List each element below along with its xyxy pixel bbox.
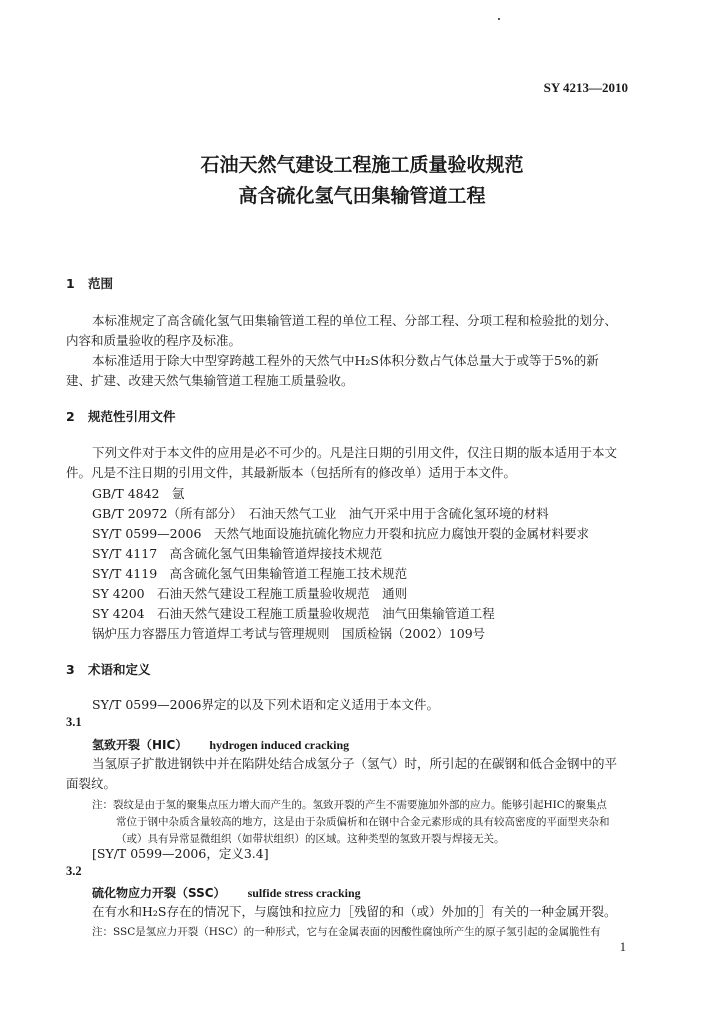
definition-line: 当氢原子扩散进钢铁中并在陷阱处结合成氢分子（氢气）时，所引起的在碳钢和低合金钢中的平 — [92, 756, 618, 771]
reference-item: GB/T 4842 氩 — [92, 486, 185, 501]
section-number: 2 — [66, 409, 75, 424]
source-citation: [SY/T 0599—2006，定义3.4] — [92, 846, 269, 861]
standard-code: SY 4213—2010 — [543, 80, 628, 95]
term-number: 3.2 — [66, 864, 82, 878]
note-line: （或）具有异常显微组织（如带状组织）的区域。这种类型的氢致开裂与焊接无关。 — [116, 833, 505, 845]
section-heading-2 — [66, 407, 176, 425]
paragraph-line: 下列文件对于本文件的应用是必不可少的。凡是注日期的引用文件，仅注日期的版本适用于本文 — [92, 445, 618, 460]
section-title: 规范性引用文件 — [88, 409, 176, 424]
note-line: 注：裂纹是由于氢的聚集点压力增大而产生的。氢致开裂的产生不需要施加外部的应力。能够引起HIC的聚集点 — [92, 799, 607, 811]
definition-line: 在有水和H₂S存在的情况下，与腐蚀和拉应力［残留的和（或）外加的］有关的一种金属开裂。 — [92, 904, 617, 919]
term-number: 3.1 — [66, 715, 82, 729]
reference-item: GB/T 20972（所有部分） 石油天然气工业 油气开采中用于含硫化氢环境的材料 — [92, 506, 549, 521]
section-number: 3 — [66, 662, 75, 677]
reference-item: SY 4200 石油天然气建设工程施工质量验收规范 通则 — [92, 586, 408, 601]
paragraph-line: 本标准适用于除大中型穿跨越工程外的天然气中H₂S体积分数占气体总量大于或等于5%的新 — [92, 353, 599, 368]
term-en: sulfide stress cracking — [247, 886, 361, 900]
section-title: 范围 — [88, 276, 114, 291]
document-title-line1: 石油天然气建设工程施工质量验收规范 — [200, 154, 524, 176]
note-line: 常位于钢中杂质含量较高的地方，这是由于杂质偏析和在钢中合金元素形成的具有较高密度的平面型夹杂和 — [116, 816, 610, 828]
term-cn: 氢致开裂（HIC） — [92, 738, 188, 752]
definition-line: 面裂纹。 — [66, 776, 117, 791]
note-line: 注：SSC是氢应力开裂（HSC）的一种形式，它与在金属表面的因酸性腐蚀所产生的原子氢引起的金属脆性有 — [92, 926, 601, 938]
term-en: hydrogen induced cracking — [209, 738, 350, 752]
term-cn: 硫化物应力开裂（SSC） — [92, 886, 226, 900]
section-number: 1 — [66, 276, 75, 291]
paragraph-line: 建、扩建、改建天然气集输管道工程施工质量验收。 — [66, 373, 354, 388]
paragraph-line: 本标准规定了高含硫化氢气田集输管道工程的单位工程、分部工程、分项工程和检验批的划分、 — [92, 313, 618, 328]
paragraph-line: SY/T 0599—2006界定的以及下列术语和定义适用于本文件。 — [92, 697, 439, 712]
paragraph-line: 内容和质量验收的程序及标准。 — [66, 333, 242, 348]
page-number: 1 — [619, 940, 626, 954]
reference-item: SY/T 4117 高含硫化氢气田集输管道焊接技术规范 — [92, 546, 383, 561]
term-heading — [92, 884, 361, 901]
document-title-line2: 高含硫化氢气田集输管道工程 — [238, 185, 486, 207]
paragraph-line: 件。凡是不注日期的引用文件，其最新版本（包括所有的修改单）适用于本文件。 — [66, 465, 517, 480]
section-heading-1 — [66, 274, 113, 292]
scan-speck — [498, 18, 500, 20]
term-heading — [92, 736, 349, 753]
reference-item: 锅炉压力容器压力管道焊工考试与管理规则 国质检锅（2002）109号 — [92, 626, 486, 641]
reference-item: SY 4204 石油天然气建设工程施工质量验收规范 油气田集输管道工程 — [92, 606, 495, 621]
section-title: 术语和定义 — [88, 662, 151, 677]
reference-item: SY/T 4119 高含硫化氢气田集输管道工程施工技术规范 — [92, 566, 408, 581]
reference-item: SY/T 0599—2006 天然气地面设施抗硫化物应力开裂和抗应力腐蚀开裂的金属材料要求 — [92, 526, 589, 541]
section-heading-3 — [66, 660, 151, 678]
